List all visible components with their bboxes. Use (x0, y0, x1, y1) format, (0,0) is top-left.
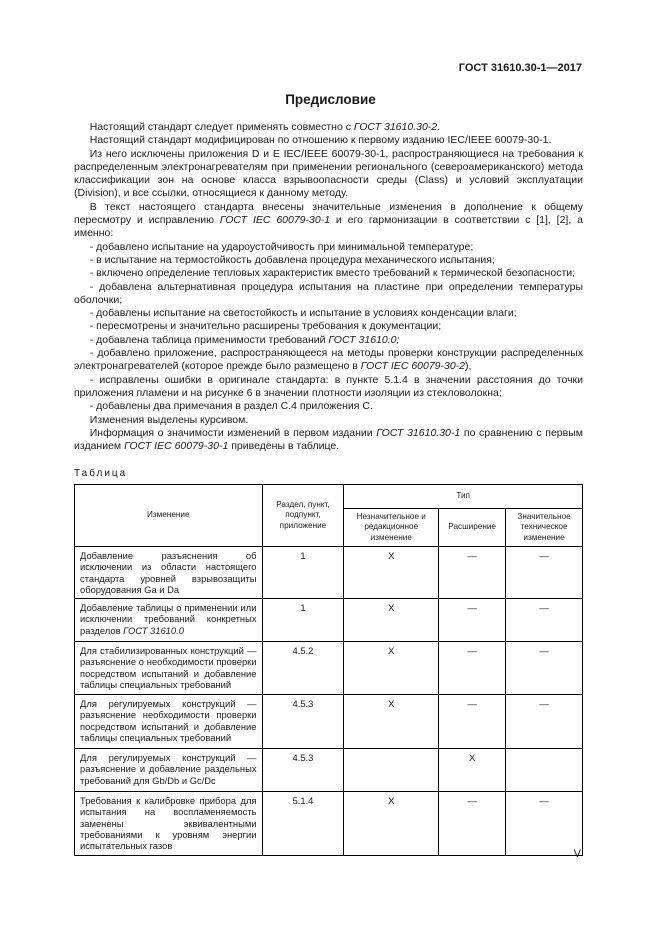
cell-extension: — (439, 695, 506, 749)
cell-minor: X (344, 599, 439, 642)
column-header-minor: Незначительное и редакционное изменение (344, 509, 439, 547)
cell-minor: X (344, 642, 439, 695)
column-header-major: Значительное техническое изменение (506, 509, 583, 547)
table-label: Таблица (74, 468, 128, 479)
list-item: - включено определение тепловых характеристик вместо требований к термической безопасности; (89, 267, 576, 280)
cell-major: — (506, 695, 583, 749)
list-item: - добавлена таблица применимости требований ГОСТ 31610.0; (89, 333, 400, 346)
paragraph: Изменения выделены курсивом. (89, 413, 249, 426)
list-item: - добавлены два примечания в раздел С.4 приложения С. (89, 400, 373, 413)
cell-major: — (506, 642, 583, 695)
cell-extension: — (439, 792, 506, 855)
list-item: - в испытание на термостойкость добавлена процедура механического испытания; (89, 253, 495, 266)
cell-major (506, 749, 583, 792)
column-header-type: Тип (344, 485, 583, 509)
cell-section: 1 (262, 599, 344, 642)
cell-change: Для регулируемых конструкций — разъяснение необходимости проверки посредством испытаний и добавление таблицы специальных требований (75, 695, 263, 749)
list-item: - исправлены ошибки в оригинале стандарта: в пункте 5.1.4 в значении расстояния до точки приложения пламени и на рисунке 6 в значении плотности изоляции из стекловолокна; (74, 373, 583, 399)
paragraph: В текст настоящего стандарта внесены значительные изменения в дополнение к общему пересмотру и исправлению ГОСТ IEC 60079-30-1 и его гармонизации в соответствии с [1], [2], а именно: (74, 200, 583, 240)
preface-body (74, 121, 583, 453)
table-row (75, 792, 583, 855)
column-header-extension: Расширение (439, 509, 506, 547)
document-number: ГОСТ 31610.30-1—2017 (458, 62, 582, 74)
paragraph: Информация о значимости изменений в первом издании ГОСТ 31610.30-1 по сравнению с первым изданием ГОСТ IEC 60079-30-1 приведены в таблице. (74, 426, 583, 453)
cell-major: — (506, 599, 583, 642)
list-item: - добавлено испытание на удароустойчивость при минимальной температуре; (89, 240, 474, 253)
page-number: V (573, 848, 581, 860)
cell-section: 5.1.4 (262, 792, 344, 855)
page-title: Предисловие (285, 92, 376, 107)
list-item: - добавлены испытание на светостойкость и испытание в условиях конденсации влаги; (89, 307, 517, 320)
paragraph: Настоящий стандарт модифицирован по отношению к первому изданию IEC/IEEE 60079-30-1. (89, 134, 552, 147)
column-header-section: Раздел, пункт, подпункт, приложение (262, 485, 344, 547)
list-item: - добавлено приложение, распространяющееся на методы проверки конструкции распределенных электронагревателей (которое прежде было размещено в ГОСТ IEC 60079-30-2), (74, 347, 583, 373)
table-row (75, 599, 583, 642)
cell-change: Для стабилизированных конструкций — разъяснение о необходимости проверки посредством испытаний и добавление таблицы специальных требований (75, 642, 263, 695)
cell-extension: X (439, 749, 506, 792)
table-row (75, 695, 583, 749)
cell-major: — (506, 792, 583, 855)
changes-table (74, 484, 583, 856)
cell-extension: — (439, 599, 506, 642)
cell-minor: X (344, 792, 439, 855)
cell-minor: X (344, 547, 439, 599)
list-item: - добавлена альтернативная процедура испытания на пластине при определении температуры оболочки; (74, 280, 583, 306)
paragraph: Настоящий стандарт следует применять совместно с ГОСТ 31610.30-2. (89, 121, 441, 133)
cell-change: Добавление разъяснения об исключении из области настоящего стандарта уровней взрывозащиты оборудования Ga и Da (75, 547, 263, 599)
cell-extension: — (439, 642, 506, 695)
cell-minor (344, 749, 439, 792)
cell-change: Требования к калибровке прибора для испытания на воспламеняемость заменены эквивалентными требованиями к уровням энергии испытательных газов (75, 792, 263, 855)
column-header-change: Изменение (75, 485, 263, 547)
table-row (75, 547, 583, 599)
cell-extension: — (439, 547, 506, 599)
cell-section: 4.5.3 (262, 749, 344, 792)
cell-section: 4.5.3 (262, 695, 344, 749)
cell-minor: X (344, 695, 439, 749)
paragraph: Из него исключены приложения D и Е IEC/IEEE 60079-30-1, распространяющиеся на требования к распределенным электронагревателям при применении регионального (североамериканского) метода классификации зон на основе класса взрывоопасности среды (Class) и условий эксплуатации (Division), и все ссылки, относящиеся к данному методу. (74, 147, 583, 200)
cell-section: 1 (262, 547, 344, 599)
cell-major: — (506, 547, 583, 599)
table-row (75, 749, 583, 792)
cell-change: Добавление таблицы о применении или исключении требований конкретных разделов ГОСТ 31610.0 (75, 599, 263, 642)
table-row (75, 642, 583, 695)
list-item: - пересмотрены и значительно расширены требования к документации; (89, 320, 442, 333)
cell-change: Для регулируемых конструкций — разъяснение и добавление раздельных требований для Gb/Db и Gc/Dc (75, 749, 263, 792)
cell-section: 4.5.2 (262, 642, 344, 695)
